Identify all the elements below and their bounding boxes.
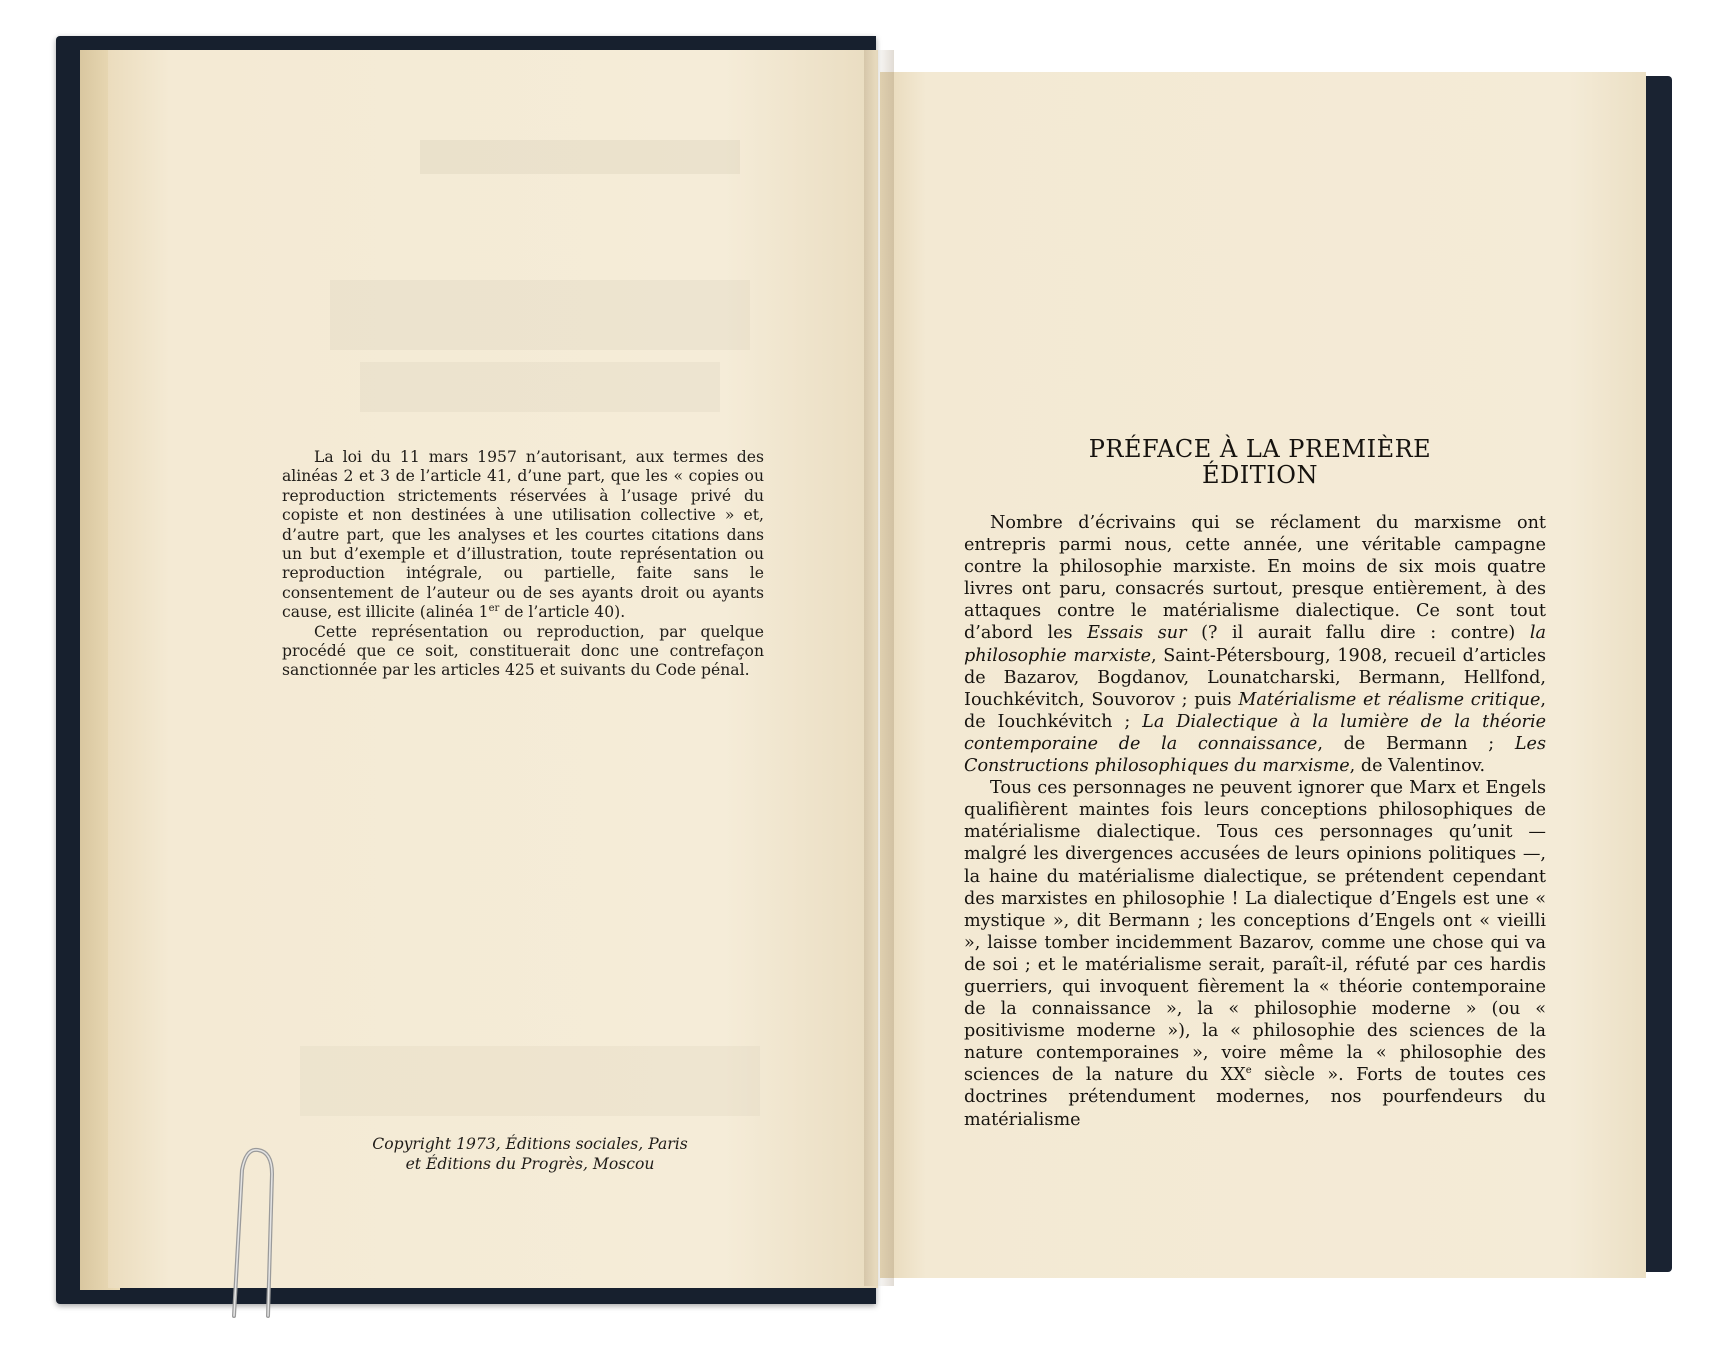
preface-paragraph-1: Nombre d’écrivains qui se réclament du marxisme ont entrepris parmi nous, cette année, une véritable campagne contre la philosophie marxiste. En moins de six mois quatre livres ont paru, consacrés surtout, presque entièrement, à des attaques contre le matérialisme dialectique. Ce sont tout d’abord les Essais sur (? il aurait fallu dire : contre) la philosophie marxiste, Saint-Pétersbourg, 1908, recueil d’articles de Bazarov, Bogdanov, Lounatcharski, Bermann, Hellfond, Iouchkévitch, Souvorov ; puis Matérialisme et réalisme critique, de Iouchkévitch ; La Dialectique à la lumière de la théorie contemporaine de la connaissance, de Bermann ; Les Constructions philosophiques du marxisme, de Valentinov. xyxy=(964,513,1547,777)
copyright-line-2: et Éditions du Progrès, Moscou xyxy=(405,1155,655,1173)
show-through-mark xyxy=(360,362,720,412)
book-gutter xyxy=(864,50,894,1286)
preface-title-line-1: PRÉFACE À LA PREMIÈRE xyxy=(1088,435,1432,463)
copyright-line-1: Copyright 1973, Éditions sociales, Paris xyxy=(372,1135,688,1153)
show-through-mark xyxy=(420,140,740,174)
paper-clip-icon xyxy=(220,1140,290,1320)
preface-title xyxy=(1040,436,1480,488)
preface-title-line-2: ÉDITION xyxy=(1202,461,1318,489)
copyright-notice xyxy=(330,1134,730,1174)
legal-paragraph-2: Cette représentation ou reproduction, par quelque procédé que ce soit, constituerait donc une contrefaçon sanctionnée par les articles 425 et suivants du Code pénal. xyxy=(282,622,764,680)
show-through-mark xyxy=(300,1046,760,1116)
legal-paragraph-1: La loi du 11 mars 1957 n’autorisant, aux termes des alinéas 2 et 3 de l’article 41, d’une part, que les « copies ou reproduction strictements réservées à l’usage privé du copiste et non destinées à une utilisation collective » et, d’autre part, que les analyses et les courtes citations dans un but d’exemple et d’illustration, toute représentation ou reproduction intégrale, ou partielle, faite sans le consentement de l’auteur ou de ses ayants droit ou ayants cause, est illicite (alinéa 1er de l’article 40). xyxy=(282,448,764,622)
show-through-mark xyxy=(330,280,750,350)
preface-paragraph-2: Tous ces personnages ne peuvent ignorer que Marx et Engels qualifièrent maintes fois leurs conceptions philosophiques de matérialisme dialectique. Tous ces personnages qu’unit — malgré les divergences accusées de leurs opinions politiques —, la haine du matérialisme dialectique, se prétendent cependant des marxistes en philosophie ! La dialectique d’Engels est une « mystique », dit Bermann ; les conceptions d’Engels ont « vieilli », laisse tomber incidemment Bazarov, comme une chose qui va de soi ; et le matérialisme serait, paraît-il, réfuté par ces hardis guerriers, qui invoquent fièrement la « théorie contemporaine de la connaissance », la « philosophie moderne » (ou « positivisme moderne »), la « philosophie des sciences de la nature contemporaines », voire même la « philosophie des sciences de la nature du XXe siècle ». Forts de toutes ces doctrines prétendument modernes, nos pourfendeurs du matérialisme xyxy=(964,778,1546,1130)
legal-notice xyxy=(282,448,764,681)
preface-body xyxy=(964,512,1546,1131)
